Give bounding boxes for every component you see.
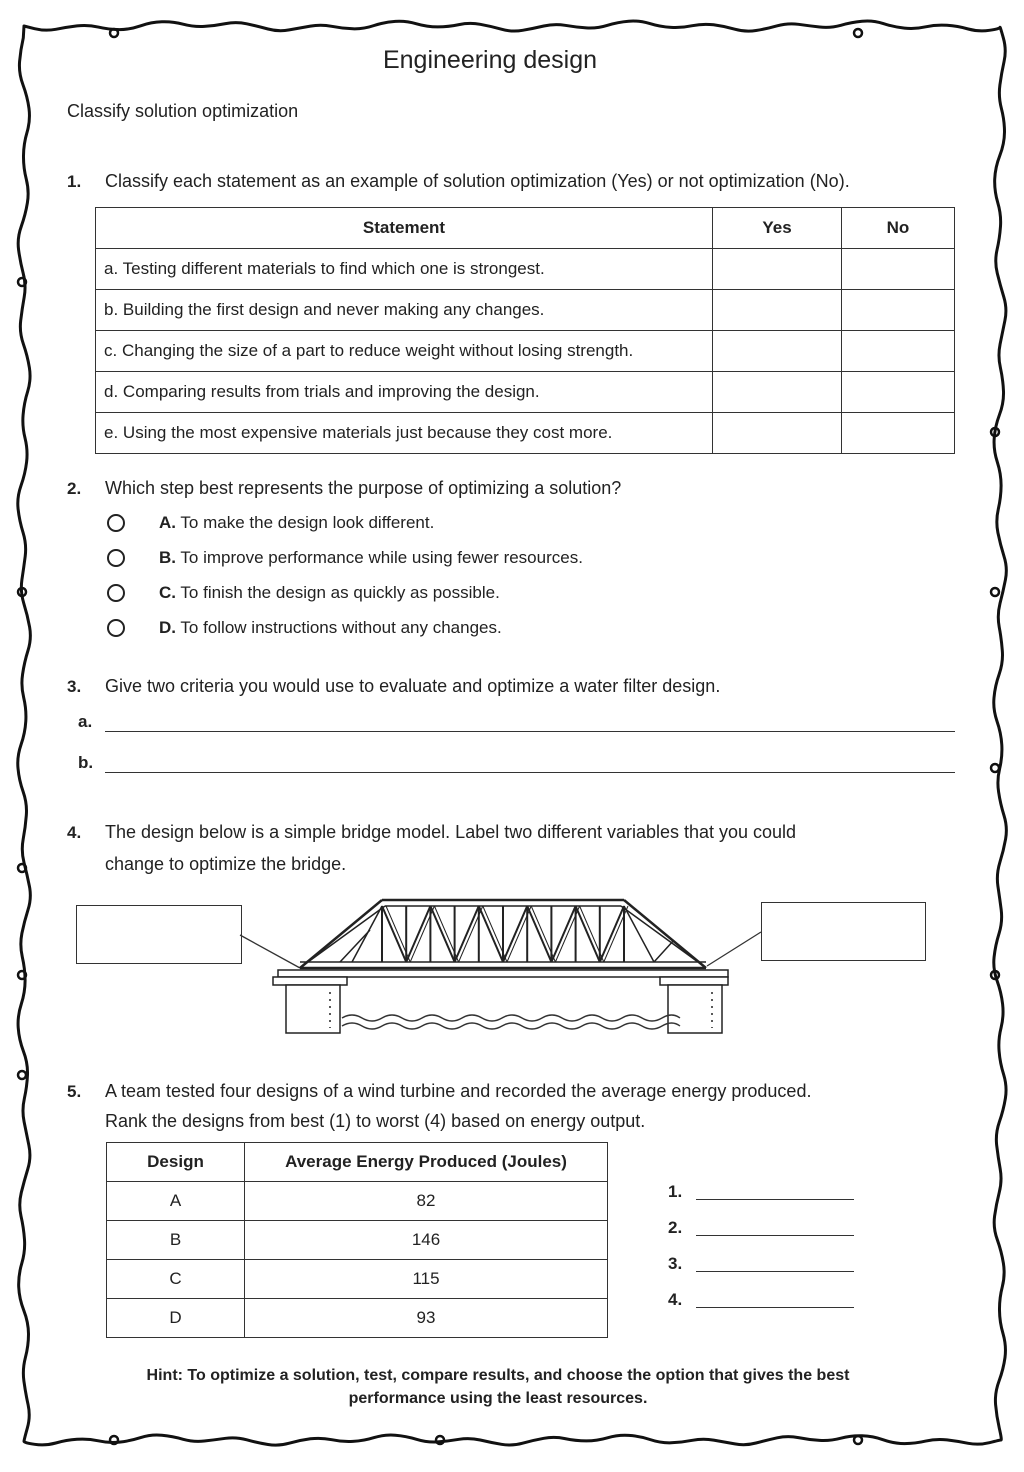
rank-answer-line[interactable] — [696, 1198, 854, 1200]
rank-answer-line[interactable] — [696, 1270, 854, 1272]
statement-text: Building the first design and never making any changes. — [122, 300, 545, 319]
rank-number: 4. — [668, 1290, 683, 1309]
energy-table — [106, 1142, 608, 1338]
truss-member — [600, 906, 624, 962]
table-header-row — [107, 1143, 608, 1182]
option-text: To follow instructions without any changes. — [180, 617, 502, 637]
statement-letter: a. — [104, 259, 119, 278]
rank-number: 2. — [668, 1218, 683, 1237]
table-row — [107, 1182, 608, 1221]
truss-member — [308, 906, 385, 962]
answer-label-b: b. — [78, 753, 94, 772]
truss-member — [406, 906, 430, 962]
rank-row — [668, 1202, 854, 1238]
option-letter: A. — [159, 512, 176, 532]
truss-member — [455, 906, 479, 962]
leader-line-left — [240, 935, 300, 968]
question-text-line-1: A team tested four designs of a wind turbine and recorded the average energy produced. — [105, 1081, 812, 1101]
truss-member — [624, 900, 706, 968]
option-text: To make the design look different. — [180, 512, 435, 532]
truss-member — [382, 906, 406, 962]
statement-letter: b. — [104, 300, 119, 319]
question-text-line-2: Rank the designs from best (1) to worst (4) based on energy output. — [105, 1111, 646, 1131]
statement-text: Testing different materials to find which one is strongest. — [122, 259, 545, 278]
table-row — [107, 1260, 608, 1299]
question-number: 2. — [67, 479, 82, 498]
truss-member — [479, 906, 503, 962]
question-text-line-2: change to optimize the bridge. — [105, 854, 347, 874]
design-cell: C — [107, 1260, 245, 1299]
statement-text: Using the most expensive materials just because they cost more. — [122, 423, 613, 442]
rank-row — [668, 1238, 854, 1274]
table-row — [107, 1299, 608, 1338]
ranking-answers — [668, 1166, 854, 1310]
page-title: Engineering design — [382, 46, 598, 74]
truss-member — [503, 906, 527, 962]
question-number: 5. — [67, 1082, 82, 1101]
rank-answer-line[interactable] — [696, 1234, 854, 1236]
truss-member — [624, 906, 654, 962]
question-number: 4. — [67, 823, 82, 842]
option-text: To improve performance while using fewer resources. — [180, 547, 583, 567]
hint-line-1: Hint: To optimize a solution, test, compare results, and choose the option that gives the best — [146, 1367, 850, 1384]
energy-cell: 115 — [245, 1260, 608, 1299]
statement-letter: c. — [104, 341, 118, 360]
rank-row — [668, 1166, 854, 1202]
header-design: Design — [107, 1143, 245, 1182]
energy-cell: 82 — [245, 1182, 608, 1221]
question-text-line-1: The design below is a simple bridge model. Label two different variables that you could — [105, 822, 797, 842]
question-number: 1. — [67, 172, 82, 191]
rank-number: 3. — [668, 1254, 683, 1273]
table-row — [107, 1221, 608, 1260]
truss-member — [654, 940, 674, 962]
header-statement: Statement — [96, 208, 713, 249]
option-letter: B. — [159, 547, 176, 567]
option-text: To finish the design as quickly as possible. — [180, 582, 500, 602]
truss-member — [551, 906, 575, 962]
question-text: Classify each statement as an example of solution optimization (Yes) or not optimization (No). — [105, 171, 850, 191]
rank-number: 1. — [668, 1182, 683, 1201]
design-cell: A — [107, 1182, 245, 1221]
statement-text: Comparing results from trials and improving the design. — [122, 382, 540, 401]
statement-letter: d. — [104, 382, 119, 401]
statement-letter: e. — [104, 423, 119, 442]
truss-member — [300, 900, 382, 968]
question-number: 3. — [67, 677, 82, 696]
bridge-truss — [300, 900, 706, 968]
option-letter: D. — [159, 617, 176, 637]
question-text: Give two criteria you would use to evaluate and optimize a water filter design. — [105, 676, 721, 696]
energy-cell: 93 — [245, 1299, 608, 1338]
hint-line-2: performance using the least resources. — [348, 1390, 648, 1407]
truss-member — [621, 906, 698, 962]
design-cell: B — [107, 1221, 245, 1260]
question-5 — [67, 1077, 811, 1137]
leader-line-right — [707, 932, 761, 966]
header-yes: Yes — [713, 208, 842, 249]
truss-member — [527, 906, 551, 962]
bridge-piers — [286, 985, 722, 1033]
hint-text — [120, 1364, 876, 1410]
design-cell: D — [107, 1299, 245, 1338]
bridge-deck — [273, 970, 728, 985]
header-energy: Average Energy Produced (Joules) — [245, 1143, 608, 1182]
truss-member — [576, 906, 600, 962]
page-subtitle: Classify solution optimization — [67, 101, 299, 121]
statement-text: Changing the size of a part to reduce weight without losing strength. — [121, 341, 634, 360]
option-letter: C. — [159, 582, 176, 602]
rank-row — [668, 1274, 854, 1310]
water-waves — [342, 1015, 680, 1029]
question-text: Which step best represents the purpose of optimizing a solution? — [105, 478, 622, 498]
answer-label-a: a. — [78, 712, 93, 731]
rank-answer-line[interactable] — [696, 1306, 854, 1308]
header-no: No — [842, 208, 955, 249]
truss-member — [430, 906, 454, 962]
energy-cell: 146 — [245, 1221, 608, 1260]
